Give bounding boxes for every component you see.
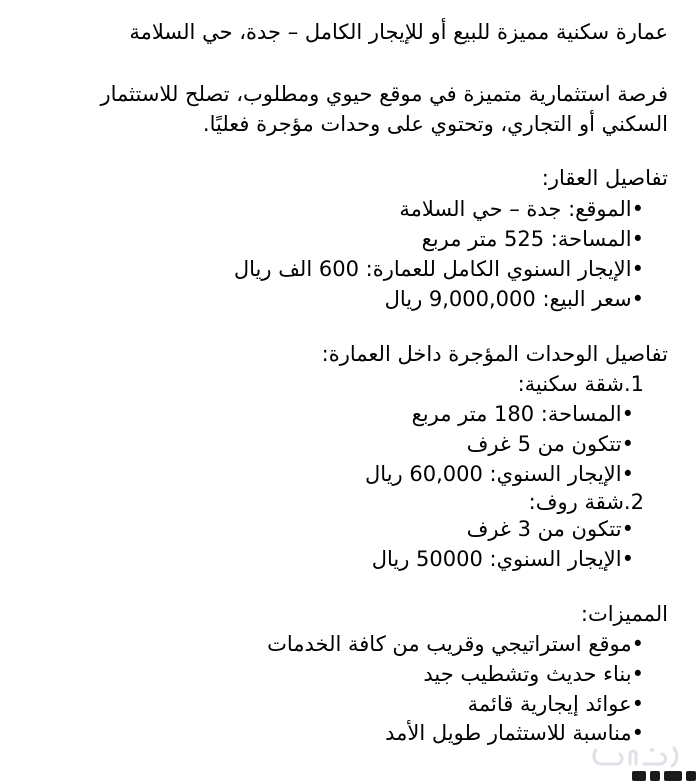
property-details-heading: تفاصيل العقار: xyxy=(541,166,668,190)
intro-line-2: السكني أو التجاري، وتحتوي على وحدات مؤجرة فعليًا. xyxy=(202,112,668,136)
unit-2-annual-rent: •الإيجار السنوي: 50000 ريال xyxy=(371,547,634,571)
feature-long-term: •مناسبة للاستثمار طويل الأمد xyxy=(385,721,644,745)
feature-returns: •عوائد إيجارية قائمة xyxy=(467,692,644,716)
property-annual-rent: •الإيجار السنوي الكامل للعمارة: 600 الف ريال xyxy=(233,257,644,281)
clipped-text-line xyxy=(630,768,700,781)
unit-1-annual-rent: •الإيجار السنوي: 60,000 ريال xyxy=(365,462,634,486)
property-location: •الموقع: جدة – حي السلامة xyxy=(399,197,644,221)
unit-1-area: •المساحة: 180 متر مربع xyxy=(411,402,634,426)
units-details-heading: تفاصيل الوحدات المؤجرة داخل العمارة: xyxy=(321,342,668,366)
unit-1-title: 1.شقة سكنية: xyxy=(517,372,644,396)
listing-title: عمارة سكنية مميزة للبيع أو للإيجار الكامل – جدة، حي السلامة xyxy=(129,20,668,44)
features-heading: المميزات: xyxy=(580,602,668,626)
haraj-watermark-logo xyxy=(590,744,684,770)
feature-building: •بناء حديث وتشطيب جيد xyxy=(423,662,644,686)
unit-1-rooms: •تتكون من 5 غرف xyxy=(466,432,634,456)
unit-2-title: 2.شقة روف: xyxy=(528,490,644,514)
property-sale-price: •سعر البيع: 9,000,000 ريال xyxy=(384,287,644,311)
unit-2-rooms: •تتكون من 3 غرف xyxy=(466,517,634,541)
intro-line-1: فرصة استثمارية متميزة في موقع حيوي ومطلوب، تصلح للاستثمار xyxy=(100,82,668,106)
property-area: •المساحة: 525 متر مربع xyxy=(421,227,644,251)
feature-location: •موقع استراتيجي وقريب من كافة الخدمات xyxy=(267,632,644,656)
